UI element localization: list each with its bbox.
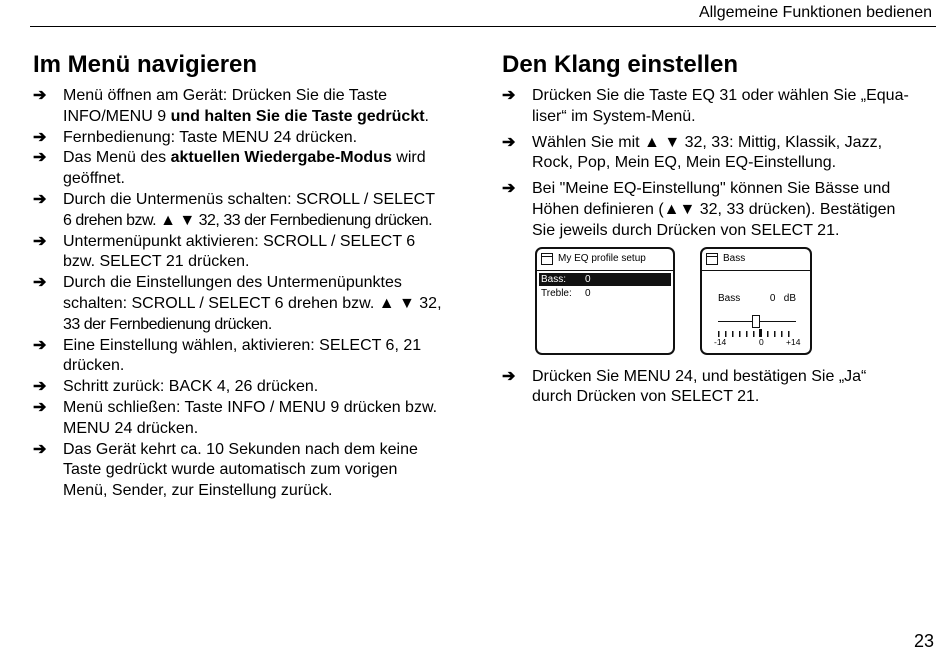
instruction-item <box>33 273 473 335</box>
instruction-line <box>63 86 473 107</box>
instruction-item <box>33 128 473 149</box>
left-column <box>33 50 473 502</box>
instruction-item <box>33 86 473 128</box>
instruction-line <box>63 356 473 377</box>
eq-setup-title <box>541 253 646 265</box>
instruction-line <box>532 367 927 388</box>
running-header: Allgemeine Funktionen bedienen <box>698 4 932 21</box>
instruction-text: Drücken Sie die Taste EQ 31 oder wählen Sie „Equa- <box>532 87 909 104</box>
arrow-bullet-icon: ➔ <box>33 149 47 167</box>
instruction-line <box>532 153 927 174</box>
instruction-line <box>532 86 927 107</box>
instruction-line <box>63 419 473 440</box>
eq-setup-screen <box>535 247 675 355</box>
instruction-line <box>63 315 473 336</box>
instruction-item <box>33 190 473 232</box>
instruction-text: Bei "Meine EQ-Einstellung" können Sie Bässe und <box>532 180 891 198</box>
instruction-item <box>33 377 473 398</box>
instruction-item <box>33 148 473 190</box>
instruction-line <box>63 398 473 419</box>
bass-scale-max: +14 <box>786 336 801 347</box>
instruction-line <box>63 440 473 461</box>
arrow-bullet-icon: ➔ <box>502 87 516 104</box>
arrow-bullet-icon: ➔ <box>33 440 47 458</box>
emphasis-text: aktuellen Wiedergabe-Modus <box>170 149 392 167</box>
bass-label: Bass <box>718 292 741 304</box>
instruction-text: 33 der Fernbedienung drücken. <box>63 315 272 333</box>
bass-value-unit: dB <box>783 292 796 304</box>
instruction-item <box>502 367 927 409</box>
instruction-line <box>532 221 927 242</box>
instruction-line <box>63 481 473 502</box>
right-column <box>502 50 927 413</box>
right-heading: Den Klang einstellen <box>502 51 739 78</box>
instruction-line <box>63 211 473 232</box>
instruction-item <box>502 133 927 175</box>
instruction-line <box>63 252 473 273</box>
instruction-item <box>33 398 473 440</box>
instruction-text: bzw. SELECT 21 drücken. <box>63 253 250 271</box>
instruction-item <box>502 86 927 128</box>
eq-row-label: Bass: <box>541 273 567 285</box>
instruction-line <box>63 107 473 128</box>
arrow-bullet-icon: ➔ <box>33 128 47 146</box>
instruction-text: wird <box>391 149 426 167</box>
menu-icon <box>706 253 718 265</box>
right-instruction-list-final <box>502 367 927 409</box>
instruction-text: INFO/MENU 9 <box>63 107 171 125</box>
instruction-text: MENU 24 drücken. <box>63 419 199 437</box>
arrow-bullet-icon: ➔ <box>33 190 47 208</box>
arrow-bullet-icon: ➔ <box>33 232 47 250</box>
instruction-text: Menü öffnen am Gerät: Drücken Sie die Taste <box>63 87 388 104</box>
instruction-line <box>63 232 473 253</box>
instruction-text: Schritt zurück: BACK 4, 26 drücken. <box>63 378 319 396</box>
screen-divider <box>702 270 810 271</box>
instruction-item <box>33 440 473 502</box>
instruction-line <box>532 179 927 200</box>
instruction-item <box>33 232 473 274</box>
right-instruction-list <box>502 86 927 242</box>
arrow-bullet-icon: ➔ <box>33 274 47 292</box>
instruction-text: geöffnet. <box>63 170 125 188</box>
instruction-text: schalten: SCROLL / SELECT 6 drehen bzw. ▲ ▼ 32, <box>63 294 442 312</box>
instruction-item <box>502 179 927 241</box>
instruction-text: Untermenüpunkt aktivieren: SCROLL / SELECT 6 <box>63 232 416 250</box>
instruction-line <box>63 460 473 481</box>
bass-scale-ticks <box>718 331 794 337</box>
eq-row-label: Treble: <box>541 287 572 299</box>
bass-scale-mid: 0 <box>759 336 764 347</box>
eq-row-bass <box>539 273 671 286</box>
instruction-text: Menü, Sender, zur Einstellung zurück. <box>63 482 333 500</box>
arrow-bullet-icon: ➔ <box>502 180 516 198</box>
eq-row-value: 0 <box>585 287 591 299</box>
instruction-text: Das Gerät kehrt ca. 10 Sekunden nach dem keine <box>63 440 418 458</box>
instruction-line <box>63 273 473 294</box>
eq-setup-title-text: My EQ profile setup <box>558 253 646 265</box>
instruction-line <box>63 190 473 211</box>
instruction-line <box>532 107 927 128</box>
instruction-text: Wählen Sie mit ▲ ▼ 32, 33: Mittig, Klassik, Jazz, <box>532 133 883 151</box>
instruction-text: Rock, Pop, Mein EQ, Mein EQ-Einstellung. <box>532 154 837 172</box>
instruction-text: liser“ im System-Menü. <box>532 107 696 125</box>
left-heading: Im Menü navigieren <box>33 51 258 78</box>
arrow-bullet-icon: ➔ <box>33 336 47 354</box>
left-instruction-list <box>33 86 473 502</box>
instruction-line <box>63 169 473 190</box>
instruction-text: Durch die Einstellungen des Untermenüpunktes <box>63 274 402 292</box>
display-illustrations <box>502 247 927 355</box>
header-rule <box>30 26 936 27</box>
eq-row-value: 0 <box>585 273 591 285</box>
bass-adjust-screen <box>700 247 812 355</box>
bass-screen-title <box>706 253 745 265</box>
eq-row-treble <box>539 287 671 300</box>
instruction-text: Menü schließen: Taste INFO / MENU 9 drücken bzw. <box>63 398 438 416</box>
bass-value <box>770 293 796 304</box>
instruction-item <box>33 336 473 378</box>
instruction-text: . <box>424 107 429 125</box>
bass-scale-min: -14 <box>714 336 727 347</box>
instruction-line <box>532 200 927 221</box>
instruction-line <box>63 336 473 357</box>
page-number: 23 <box>913 631 934 651</box>
instruction-line <box>63 148 473 169</box>
instruction-line <box>63 294 473 315</box>
screen-divider <box>537 270 673 271</box>
instruction-line <box>63 377 473 398</box>
instruction-text: 6 drehen bzw. ▲ ▼ 32, 33 der Fernbedienung drücken. <box>63 211 433 229</box>
instruction-text: Taste gedrückt wurde automatisch zum vorigen <box>63 461 398 479</box>
bass-slider-knob <box>752 315 760 328</box>
instruction-text: Sie jeweils durch Drücken von SELECT 21. <box>532 221 840 239</box>
bass-scale-center-tick <box>759 329 762 337</box>
instruction-text: drücken. <box>63 357 125 375</box>
instruction-text: Das Menü des <box>63 149 171 167</box>
instruction-line <box>532 387 927 408</box>
menu-icon <box>541 253 553 265</box>
instruction-text: Höhen definieren (▲▼ 32, 33 drücken). Bestätigen <box>532 200 896 218</box>
bass-value-number: 0 <box>769 292 776 304</box>
instruction-line <box>63 128 473 149</box>
arrow-bullet-icon: ➔ <box>33 378 47 396</box>
instruction-text: durch Drücken von SELECT 21. <box>532 388 760 406</box>
instruction-text: Durch die Untermenüs schalten: SCROLL / SELECT <box>63 190 436 208</box>
arrow-bullet-icon: ➔ <box>502 367 516 385</box>
arrow-bullet-icon: ➔ <box>33 87 47 104</box>
instruction-text: Fernbedienung: Taste MENU 24 drücken. <box>63 128 358 146</box>
bass-screen-title-text: Bass <box>723 253 746 265</box>
arrow-bullet-icon: ➔ <box>33 398 47 416</box>
arrow-bullet-icon: ➔ <box>502 133 516 151</box>
emphasis-text: und halten Sie die Taste gedrückt <box>170 107 425 125</box>
instruction-line <box>532 133 927 154</box>
instruction-text: Drücken Sie MENU 24, und bestätigen Sie „Ja“ <box>532 367 867 385</box>
instruction-text: Eine Einstellung wählen, aktivieren: SELECT 6, 21 <box>63 336 422 354</box>
